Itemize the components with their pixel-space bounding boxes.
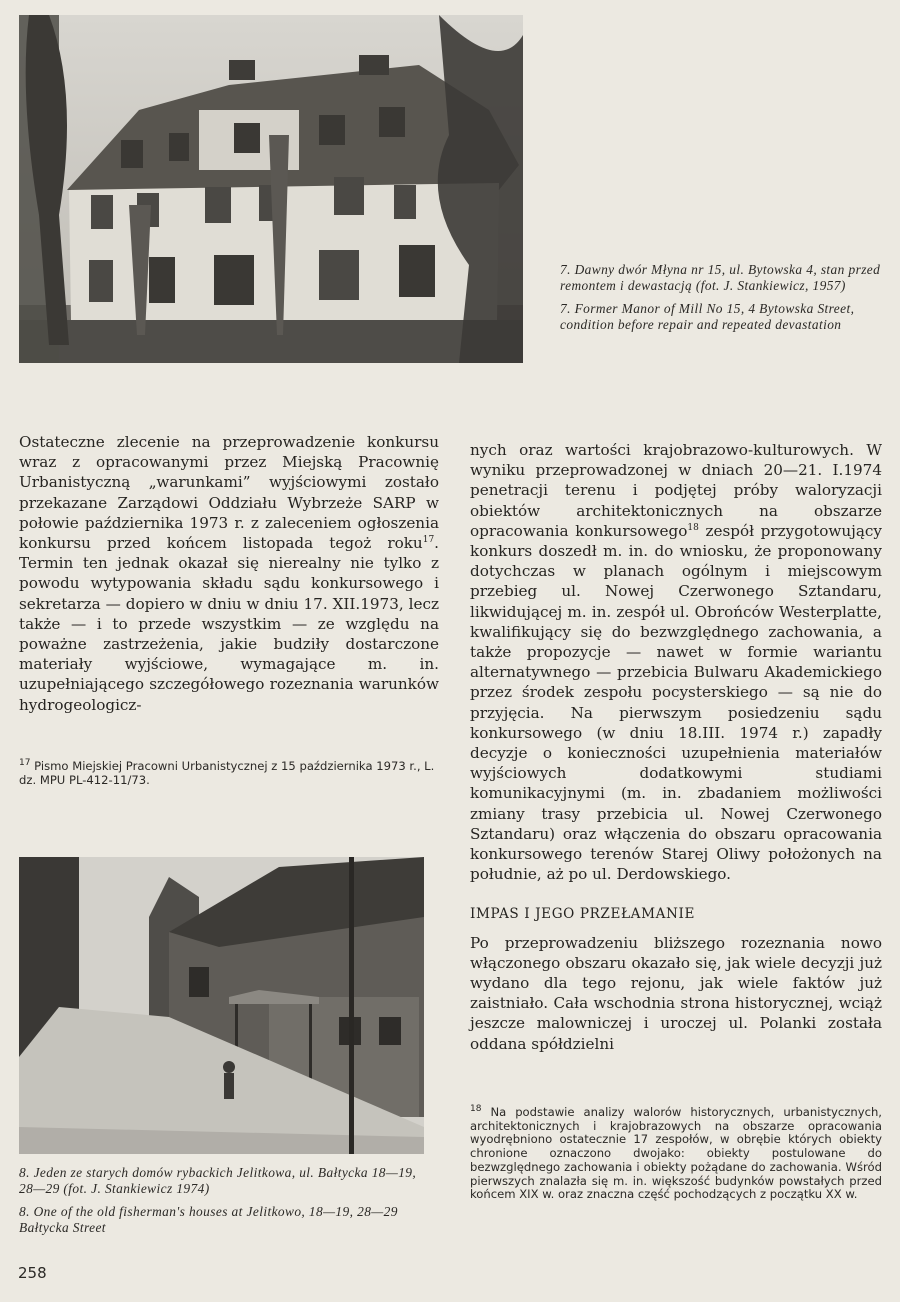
right-column-text — [470, 440, 882, 1054]
figure-8-caption-pl: 8. Jeden ze starych domów rybackich Jelitkowa, ul. Bałtycka 18—19, 28—29 (fot. J. Stankiewicz 1974) — [19, 1165, 417, 1196]
figure-7-caption — [560, 262, 882, 340]
footnote-18 — [470, 1106, 882, 1202]
figure-7-caption-pl: 7. Dawny dwór Młyna nr 15, ul. Bytowska 4, stan przed remontem i dewastacją (fot. J. Stankiewicz, 1957) — [560, 262, 881, 293]
footnote-18-number: 18 — [470, 1104, 482, 1115]
left-paragraph: Ostateczne zlecenie na przeprowadzenie konkursu wraz z opracowanymi przez Miejską Pracownię Urbanistyczną „warunkami” wyjściowymi zostało przekazane Zarządowi Oddziału Wybrzeże SARP w połowie października 1973 r. z zaleceniem ogłoszenia konkursu przed końcem listopada tegoż roku$^{17}$. Termin ten jednak okazał się nierealny nie tylko z powodu wytypowania składu sądu konkursowego i sekretarza — dopiero w dniu w dniu 17. XII.1973, lecz także — i to przede wszystkim — ze względu na poważne zastrzeżenia, jakie budziły dostarczone materiały wyjściowe, wymagające m. in. uzupełniającego szczegółowego rozeznania warunków hydrogeologicz- — [19, 433, 439, 714]
figure-8-caption-en: 8. One of the old fisherman's houses at Jelitkowo, 18—19, 28—29 Bałtycka Street — [19, 1204, 398, 1235]
figure-7-photo — [19, 15, 523, 363]
footnote-ref-18: 18 — [687, 522, 699, 533]
footnote-18-text: Na podstawie analizy walorów historycznych, urbanistycznych, architektonicznych i krajobrazowych na obszarze opracowania wyodrębniono ostatecznie 17 zespołów, w obrębie których obiekty chronione oznaczono dwojako: obiekty postulowane do bezwzględnego zachowania i obiekty pożądane do zachowania. Wśród pierwszych znalazła się m. in. większość budynków powstałych przed końcem XIX w. oraz znaczna część pochodzących z początku XX w. — [470, 1105, 882, 1202]
footnote-ref-17: 17 — [422, 534, 435, 545]
left-column-text — [19, 432, 439, 715]
figure-8-photo — [19, 857, 424, 1154]
footnote-17 — [19, 760, 439, 787]
footnote-17-text: Pismo Miejskiej Pracowni Urbanistycznej z 15 października 1973 r., L. dz. MPU PL-412-11/73. — [19, 759, 435, 787]
figure-7-caption-en: 7. Former Manor of Mill No 15, 4 Bytowska Street, condition before repair and repeated devastation — [560, 301, 855, 332]
right-paragraph-2: Po przeprowadzeniu bliższego rozeznania nowo włączonego obszaru okazało się, jak wiele decyzji już wydano dla tego rejonu, jak wiele faktów już zaistniało. Cała wschodnia strona historycznej, wciąż jeszcze malowniczej i uroczej ul. Polanki została oddana spółdzielni — [470, 933, 882, 1053]
right-paragraph-1: nych oraz wartości krajobrazowo-kulturowych. W wyniku przeprowadzonej w dniach 20—21. I.1974 penetracji terenu i podjętej próby waloryzacji obiektów architektonicznych na obszarze opracowania konkursowego$^{18}$ zespół przygotowujący konkurs doszedł m. in. do wniosku, że proponowany dotychczas w planach ogólnym i miejscowym przebieg ul. Nowej Czerwonego Sztandaru, likwidującej m. in. zespół ul. Obrońców Westerplatte, kwalifikujący się do bezwzględnego zachowania, a także propozycje — nawet w formie wariantu alternatywnego — przebicia Bulwaru Akademickiego przez środek zespołu pocysterskiego — są nie do przyjęcia. Na pierwszym posiedzeniu sądu konkursowego (w dniu 18.III. 1974 r.) zapadły decyzje o konieczności uzupełnienia materiałów wyjściowych dodatkowymi studiami komunikacyjnymi (m. in. zbadaniem możliwości zmiany trasy przebicia ul. Nowej Czerwonego Sztandaru) oraz włączenia do obszaru opracowania konkursowego terenów Starej Oliwy położonych na południe, aż po ul. Derdowskiego. — [470, 441, 882, 884]
figure-8-caption — [19, 1165, 424, 1243]
footnote-17-number: 17 — [19, 758, 31, 769]
page-number: 258 — [18, 1264, 47, 1282]
section-heading: IMPAS I JEGO PRZEŁAMANIE — [470, 906, 696, 923]
